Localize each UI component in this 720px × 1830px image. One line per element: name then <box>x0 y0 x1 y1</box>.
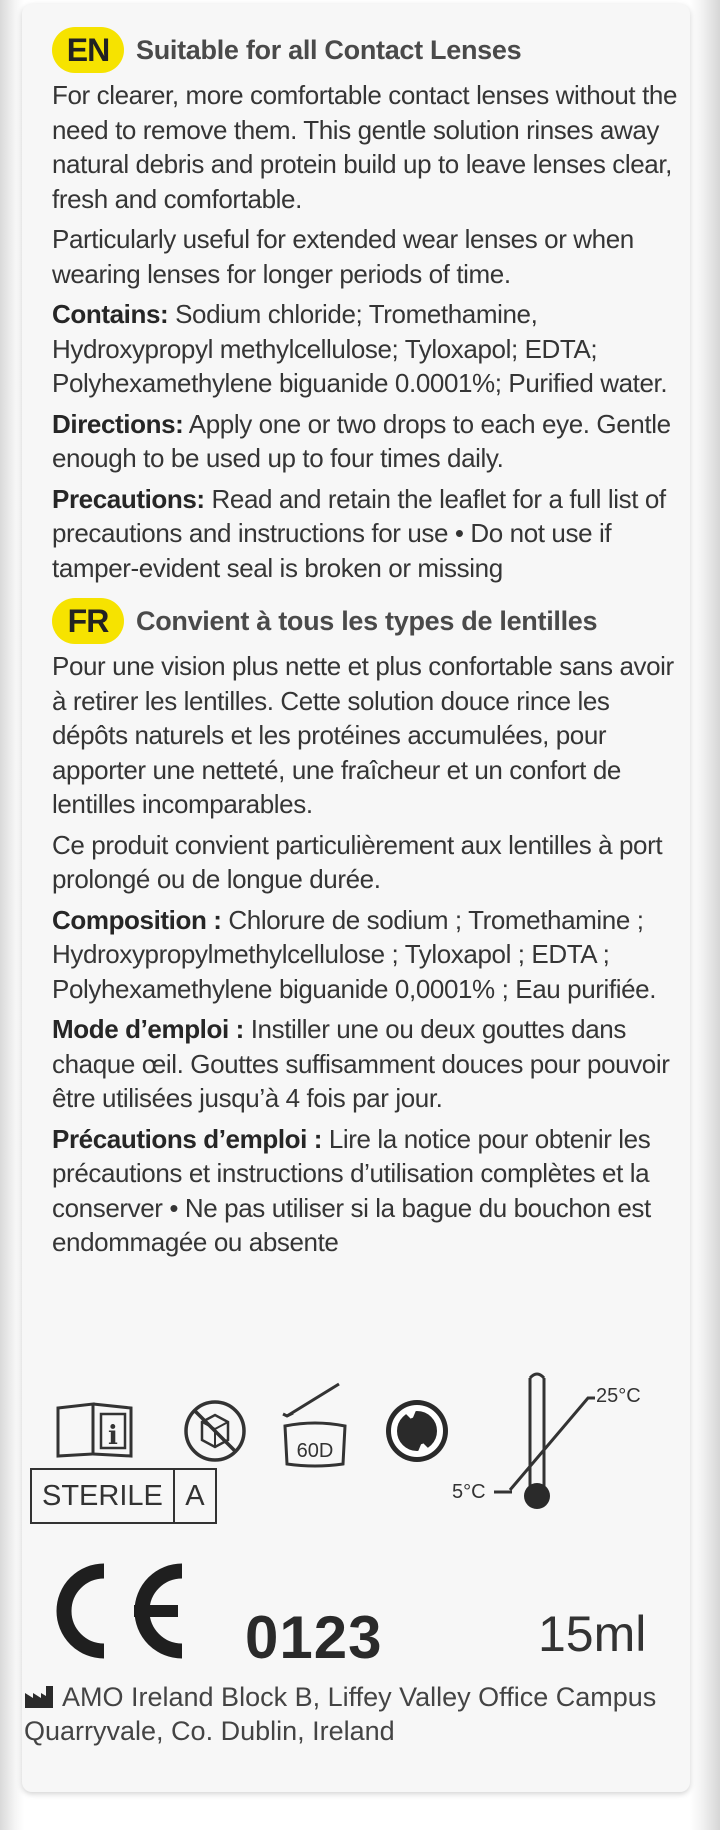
label-text <box>52 26 678 1266</box>
en-precautions <box>52 482 678 586</box>
fr-badge: FR <box>52 598 124 644</box>
temp-max-text: 25°C <box>596 1385 641 1407</box>
en-usage: Particularly useful for extended wear lenses or when wearing lenses for longer periods of time. <box>52 224 634 289</box>
manufacturer-line1: AMO Ireland Block B, Liffey Valley Office Campus <box>62 1682 657 1712</box>
en-contains-label: Contains: <box>52 299 169 329</box>
fr-header <box>52 597 678 645</box>
en-contains-text: Sodium chloride; Tromethamine, Hydroxypropyl methylcellulose; Tyloxapol; EDTA; Polyhexamethylene biguanide 0.0001%; Purified water. <box>52 299 668 398</box>
en-badge: EN <box>52 27 124 73</box>
ce-mark-icon <box>42 1555 192 1667</box>
manufacturer-block <box>24 1680 664 1748</box>
do-not-reuse-icon <box>182 1398 248 1464</box>
fr-composition <box>52 903 678 1007</box>
fr-precautions-label: Précautions d’emploi : <box>52 1123 323 1154</box>
right-edge-shadow <box>690 0 720 1830</box>
left-edge-shadow <box>0 0 24 1830</box>
ce-row <box>30 1555 670 1675</box>
sterile-text: STERILE <box>32 1470 175 1522</box>
en-precautions-label: Precautions: <box>52 483 205 514</box>
fr-title: Convient à tous les types de lentilles <box>136 605 598 636</box>
fr-mode <box>52 1012 678 1116</box>
fr-composition-text: Chlorure de sodium ; Tromethamine ; Hydroxypropylmethylcellulose ; Tyloxapol ; EDTA ; Polyhexamethylene biguanide 0,0001% ; Eau purifiée. <box>52 904 657 1004</box>
section-fr <box>52 597 678 1260</box>
en-directions-label: Directions: <box>52 408 184 439</box>
volume-text: 15ml <box>538 1606 647 1662</box>
sterile-box <box>30 1468 217 1524</box>
pao-text: 60D <box>296 1440 334 1462</box>
manufacturer-line2: Quarryvale, Co. Dublin, Ireland <box>24 1716 395 1746</box>
green-dot-recycle-icon <box>384 1398 450 1464</box>
en-contains <box>52 297 678 401</box>
en-header <box>52 26 678 74</box>
temperature-limit-icon <box>450 1368 660 1518</box>
consult-instructions-icon <box>55 1402 135 1458</box>
en-directions <box>52 407 678 476</box>
fr-mode-text: Instiller une ou deux gouttes dans chaque œil. Gouttes suffisamment douces pour pouvoir être utilisées jusqu’à 4 fois par jour. <box>52 1014 670 1113</box>
en-title: Suitable for all Contact Lenses <box>136 34 522 65</box>
fr-composition-label: Composition : <box>52 904 222 935</box>
sterile-method-text: A <box>185 1479 205 1512</box>
fr-mode-label: Mode d’emploi : <box>52 1014 244 1044</box>
temp-min-text: 5°C <box>452 1481 486 1503</box>
manufacturer-icon <box>24 1685 54 1709</box>
fr-precautions-text: Lire la notice pour obtenir les précautions et instructions d’utilisation complètes et la conserver • Ne pas utiliser si la bague du bouchon est endommagée ou absente <box>52 1123 651 1257</box>
en-intro: For clearer, more comfortable contact lenses without the need to remove them. This gentle solution rinses away natural debris and protein build up to leave lenses clear, fresh and comfortable. <box>52 80 678 214</box>
fr-intro: Pour une vision plus nette et plus confortable sans avoir à retirer les lentilles. Cette solution douce rince les dépôts naturels et les protéines accumulées, pour apporter une netteté, une fraîcheur et un confort de lentilles incomparables. <box>52 651 674 819</box>
fr-usage: Ce produit convient particulièrement aux lentilles à port prolongé ou de longue durée. <box>52 829 663 894</box>
notified-body-number: 0123 <box>245 1604 383 1671</box>
period-after-opening-icon <box>279 1378 351 1470</box>
manufacturer-line1-row <box>24 1680 664 1714</box>
fr-precautions <box>52 1122 678 1260</box>
section-en <box>52 26 678 585</box>
svg-text:i: i <box>108 1421 118 1451</box>
en-precautions-text: Read and retain the leaflet for a full list of precautions and instructions for use • Do not use if tamper-evident seal is broken or missing <box>52 483 666 583</box>
en-directions-text: Apply one or two drops to each eye. Gentle enough to be used up to four times daily. <box>52 408 671 473</box>
